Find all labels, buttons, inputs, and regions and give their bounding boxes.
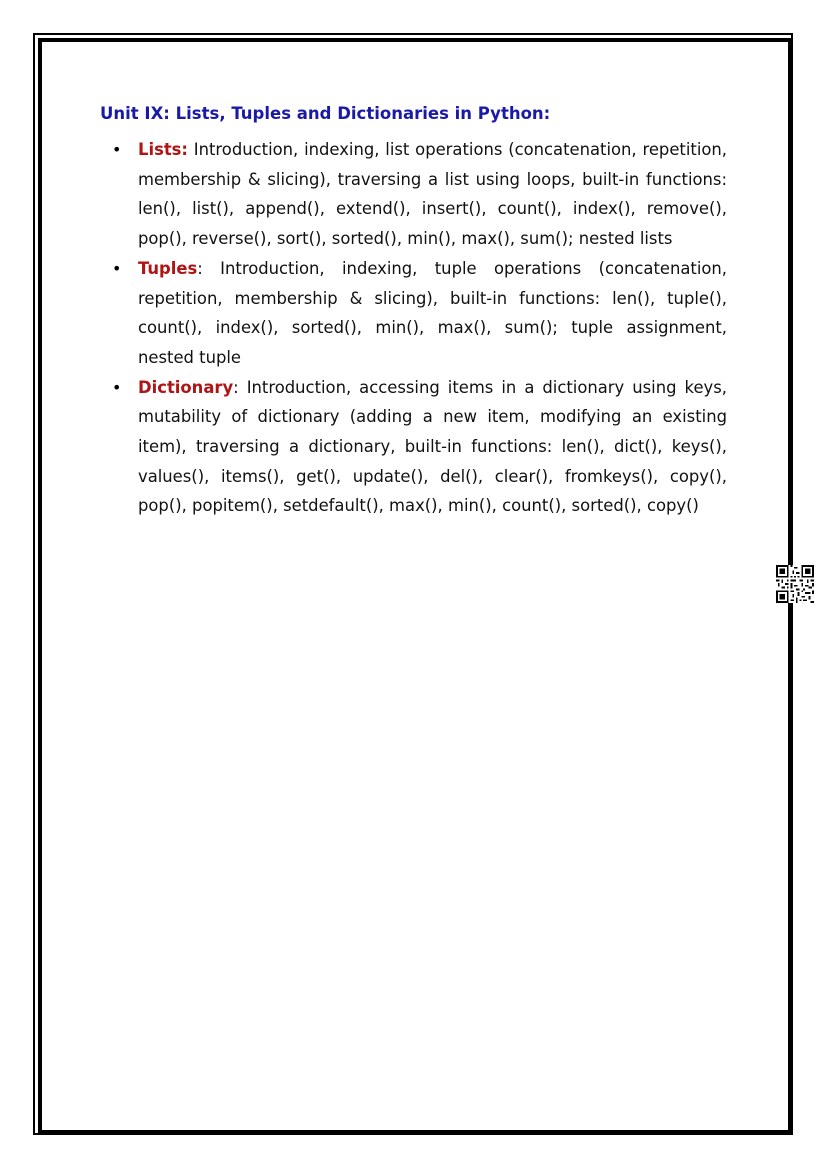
topic-separator: : xyxy=(197,258,203,278)
bullet-icon: • xyxy=(112,140,122,159)
bullet-icon: • xyxy=(112,258,122,278)
topic-item-tuples xyxy=(100,254,727,373)
topic-term: Tuples xyxy=(138,258,198,278)
qr-code-icon xyxy=(776,565,814,603)
topic-item-lists xyxy=(100,135,727,254)
page-content xyxy=(100,102,727,521)
topic-description: Introduction, indexing, tuple operations (concatenation, repetition, membership & slicing), built-in functions: len(), tuple(), count(), index(), sorted(), min(), max(), sum(); tuple assignment, nested tuple xyxy=(138,258,727,367)
unit-heading: Unit IX: Lists, Tuples and Dictionaries in Python: xyxy=(100,104,551,123)
topic-item-dictionary xyxy=(100,373,727,522)
topic-description: Introduction, indexing, list operations (concatenation, repetition, membership & slicing), traversing a list using loops, built-in functions: len(), list(), append(), extend(), insert(), count(), index(), remove(), pop(), reverse(), sort(), sorted(), min(), max(), sum(); nested lists xyxy=(138,140,727,249)
topic-term: Dictionary xyxy=(138,377,234,397)
topic-separator: : xyxy=(233,377,239,397)
topic-description: Introduction, accessing items in a dictionary using keys, mutability of dictionary (adding a new item, modifying an existing item), traversing a dictionary, built-in functions: len(), dict(), keys(), values(), items(), get(), update(), del(), clear(), fromkeys(), copy(), pop(), popitem(), setdefault(), max(), min(), count(), sorted(), copy() xyxy=(138,377,727,516)
topic-list xyxy=(100,135,727,521)
topic-term: Lists: xyxy=(138,140,188,159)
bullet-icon: • xyxy=(112,377,122,397)
